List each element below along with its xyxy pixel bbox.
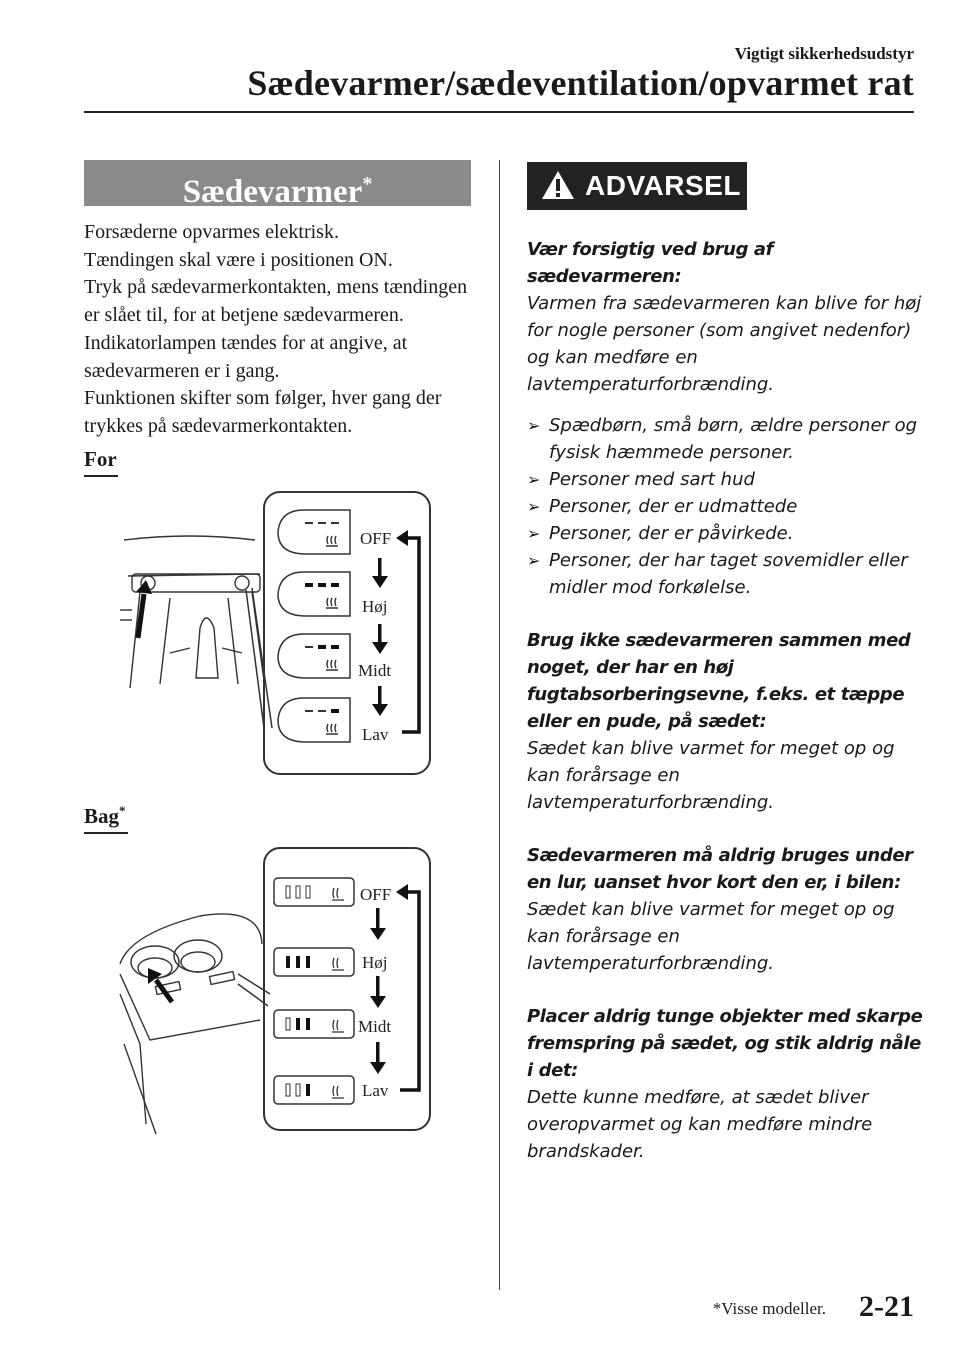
list-item-text: Spædbørn, små børn, ældre personer og fysisk hæmmede personer. [549, 415, 918, 463]
footnote: *Visse modeller. [712, 1299, 826, 1318]
rear-switch-low [274, 1076, 354, 1104]
section-heading [84, 160, 471, 210]
state-label: Lav [362, 1081, 389, 1100]
paragraph: Tændingen skal være i positionen ON. [84, 248, 393, 271]
warning-badge-label: ADVARSEL [585, 170, 741, 201]
front-switch-high [278, 572, 350, 616]
bullet-arrow-icon: ➢ [527, 551, 541, 570]
list-item [527, 520, 927, 547]
rear-label-mark: * [119, 803, 126, 818]
list-item [527, 547, 927, 601]
rear-pointer-arrow [148, 968, 172, 1002]
column-divider [499, 160, 500, 1290]
warning-icon [541, 170, 575, 200]
list-item-text: Personer, der er udmattede [549, 496, 798, 517]
list-item-text: Personer med sart hud [549, 469, 755, 490]
list-item [527, 466, 927, 493]
front-switch-off [278, 510, 350, 554]
state-label: Midt [358, 661, 392, 680]
state-label: OFF [360, 885, 392, 904]
warning-text: Dette kunne medføre, at sædet bliver overopvarmet og kan medføre mindre brandskader. [527, 1087, 873, 1162]
list-item-text: Personer, der er påvirkede. [549, 523, 794, 544]
warning-heading: Vær forsigtig ved brug af sædevarmeren: [527, 239, 774, 287]
state-label: OFF [360, 529, 392, 548]
page-number: 2-21 [859, 1290, 914, 1323]
rear-switch-high [274, 948, 354, 976]
paragraph: Forsæderne opvarmes elektrisk. [84, 221, 339, 243]
warning-content [527, 236, 927, 1165]
chapter-title: Vigtigt sikkerhedsudstyr [734, 44, 914, 63]
warning-badge [527, 162, 747, 210]
bullet-arrow-icon: ➢ [527, 524, 541, 543]
front-switch-mid [278, 634, 350, 678]
section-title-mark: * [362, 173, 373, 195]
rear-switch-off [274, 878, 354, 906]
rear-switch-mid [274, 1010, 354, 1038]
warning-text: Sædet kan blive varmet for meget op og kan forårsage en lavtemperaturforbrænding. [527, 738, 895, 813]
bullet-arrow-icon: ➢ [527, 416, 541, 435]
front-label-text: For [84, 447, 117, 471]
list-item [527, 493, 927, 520]
front-label [84, 447, 118, 477]
state-label: Midt [358, 1017, 392, 1036]
warning-bullet-list [527, 412, 927, 601]
warning-heading: Brug ikke sædevarmeren sammen med noget, der har en høj fugtabsorberingsevne, f.eks. et tæppe eller en pude, på sædet: [527, 630, 911, 732]
warning-text: Sædet kan blive varmet for meget op og kan forårsage en lavtemperaturforbrænding. [527, 899, 895, 974]
page-title: Sædevarmer/sædeventilation/opvarmet rat [247, 63, 914, 103]
state-label: Høj [362, 953, 388, 972]
rear-label-text: Bag [84, 804, 120, 828]
header-rule [84, 111, 914, 113]
bullet-arrow-icon: ➢ [527, 497, 541, 516]
paragraph: Tryk på sædevarmerkontakten, mens tændingen er slået til, for at betjene sædevarmeren. Indikatorlampen tændes for at angive, at sædevarmeren er i gang. [84, 276, 468, 382]
list-item [527, 412, 927, 466]
section-title: Sædevarmer [182, 174, 363, 210]
bullet-arrow-icon: ➢ [527, 470, 541, 489]
section-body [84, 219, 484, 441]
front-seat-heater-figure [110, 488, 440, 780]
warning-heading: Placer aldrig tunge objekter med skarpe fremspring på sædet, og stik aldrig nåle i det: [527, 1006, 923, 1081]
front-switch-low [278, 698, 350, 742]
warning-heading: Sædevarmeren må aldrig bruges under en lur, uanset hvor kort den er, i bilen: [527, 845, 913, 893]
list-item-text: Personer, der har taget sovemidler eller midler mod forkølelse. [549, 550, 908, 598]
rear-seat-heater-figure [110, 844, 440, 1136]
state-label: Lav [362, 725, 389, 744]
rear-console-illustration [120, 914, 262, 1134]
rear-label [84, 803, 128, 834]
warning-text: Varmen fra sædevarmeren kan blive for høj for nogle personer (som angivet nedenfor) og kan medføre en lavtemperaturforbrænding. [527, 293, 922, 395]
paragraph: Funktionen skifter som følger, hver gang der trykkes på sædevarmerkontakten. [84, 387, 442, 437]
state-label: Høj [362, 597, 388, 616]
